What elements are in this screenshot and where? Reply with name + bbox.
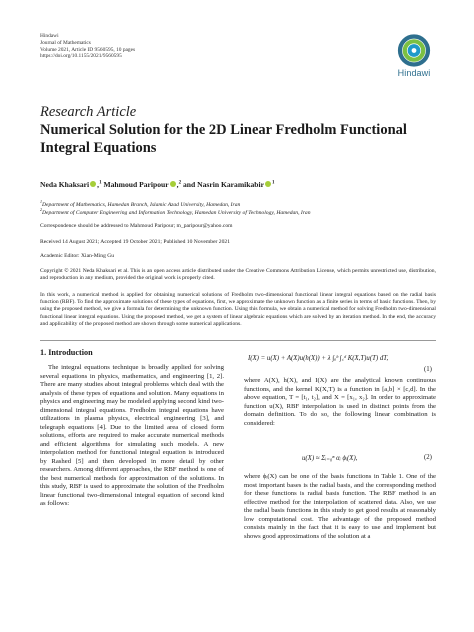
abstract: In this work, a numerical method is applied for obtaining numerical solutions of Fredholm two-dimensional functional linear integral equations based on the radial basis function (RBF). To find the approximate solutions of these types of equations, first, we approximate the unknown function as a finite series in terms of basic functions. Then, by using the proposed method, we give a formula for determining the unknown function. Using this formula, we obtain a numerical method for solving Fredholm two-dimensional functional linear integral equations. Using the proposed method, we get a system of linear algebraic equations which are solved by an iteration method. In the end, the accuracy and applicability of the proposed method are shown through some numerical applications. xyxy=(40,292,436,327)
left-column xyxy=(40,364,224,509)
paragraph: where ϕᵢ(X) can be one of the basis functions in Table 1. One of the most important bases is the radial basis, and the corresponding method for these functions is radial basis function. The RBF method is an effective method for the interpolation of scattered data. Also, we use the radial basis functions in this study to get good results at reasonably low computational cost. The advantage of the proposed method consists mainly in the fact that it is easy to use and implement but shows good approximations of the solution at a xyxy=(244,473,436,540)
orcid-icon[interactable] xyxy=(170,181,176,187)
equation-number: (2) xyxy=(424,454,432,461)
journal-volume: Volume 2021, Article ID 9560595, 10 pages xyxy=(40,46,136,53)
author-name: Mahmoud Paripour xyxy=(103,180,169,189)
journal-publisher: Hindawi xyxy=(40,33,59,39)
author-name: Nasrin Karamikabir xyxy=(197,180,264,189)
hindawi-logo-icon xyxy=(396,34,432,67)
equation-number: (1) xyxy=(424,366,432,373)
section-divider xyxy=(40,340,436,341)
correspondence: Correspondence should be addressed to Mahmoud Paripour; m_paripour@yahoo.com xyxy=(40,223,233,229)
academic-editor: Academic Editor: Xian-Ming Gu xyxy=(40,253,115,259)
affiliation: $^1$Department of Mathematics, Hamedan Branch, Islamic Azad University, Hamedan, Iran xyxy=(40,199,241,208)
orcid-icon[interactable] xyxy=(265,181,271,187)
hindawi-logo-text: Hindawi xyxy=(397,68,431,78)
equation-1: I(X) = u(X) + A(X)u(h(X)) + λ ∫ₐᵇ ∫꜀ᵈ K(X,T)u(T) dT, xyxy=(248,355,389,362)
article-title: Numerical Solution for the 2D Linear Fredholm Functional Integral Equations xyxy=(40,122,407,156)
affiliation: $^2$Department of Computer Engineering and Information Technology, Hamedan University of Technology, Hamedan, Iran xyxy=(40,207,311,216)
author-list: Neda Khaksari ,$^1$ Mahmoud Paripour ,$^2$ and Nasrin Karamikabir $^1$ xyxy=(40,180,275,189)
author-affiliation-mark: 1 xyxy=(272,180,275,186)
journal-doi[interactable]: https://doi.org/10.1155/2021/9560595 xyxy=(40,53,122,60)
author-name: Neda Khaksari xyxy=(40,180,90,189)
paragraph: The integral equations technique is broadly applied for solving several equations in physics, mathematics, and engineering [1, 2]. There are many studies about integral problems which deal with the analysis of these types of equations and solution. Many equations in physics and engineering may be modeled applying second kind two-dimensional integral equations. Fredholm integral equations have utilizations in plasma physics, electrical engineering [3], and telegraph equations [4]. Due to the limited area of closed form solutions, efforts are required to make accurate numerical methods and efficient algorithms for simulating such models. A new interpolation method for functional integral equation is introduced by Rashed [5] and then developed in more detail by other researchers. Among different approaches, the RBF method is one of the best numerical methods for approximation of the solutions. In this study, RBF is used to approximate the solution of the Fredholm linear functional two-dimensional integral equation of second kind as follows: xyxy=(40,364,224,507)
article-type: Research Article xyxy=(40,104,137,120)
paragraph: where A(X), h(X), and I(X) are the analytical known continuous functions, and the kernel K(X,T) is a function in [a,b] × [c,d]. In the above equation, T = [t₁, t₂], and X = [x₁, x₂]. In order to approximate function u(X), RBF interpolation is used in distinct points from the domain definition. To do so, the following linear combination is considered: xyxy=(244,377,436,427)
copyright-notice: Copyright © 2021 Neda Khaksari et al. This is an open access article distributed under the Creative Commons Attribution License, which permits unrestricted use, distribution, and reproduction in any medium, provided the original work is properly cited. xyxy=(40,268,436,282)
article-dates: Received 14 August 2021; Accepted 19 October 2021; Published 10 November 2021 xyxy=(40,239,230,245)
equation-2: u(X) ≈ Σᵢ₌₀ⁿ αᵢ ϕᵢ(X), xyxy=(302,455,358,462)
author-affiliation-mark: 1 xyxy=(99,180,102,186)
section-heading: 1. Introduction xyxy=(40,348,93,357)
journal-name: Journal of Mathematics xyxy=(40,39,91,46)
hindawi-logo xyxy=(392,34,436,78)
journal-info xyxy=(40,33,135,60)
author-affiliation-mark: 2 xyxy=(178,180,182,186)
orcid-icon[interactable] xyxy=(90,181,96,187)
